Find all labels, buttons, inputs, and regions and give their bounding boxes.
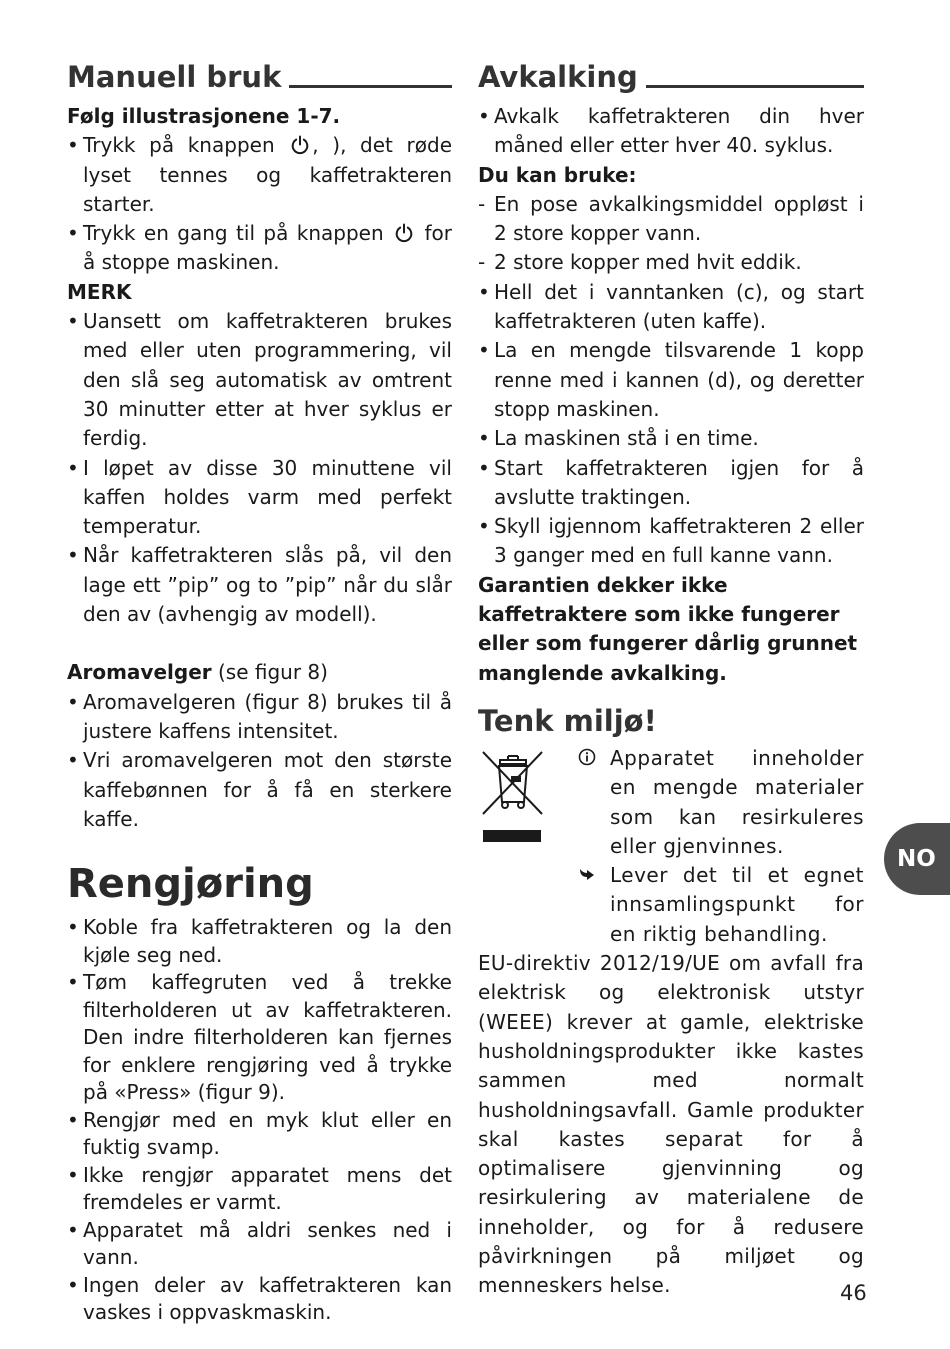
- use-label: Du kan bruke:: [478, 162, 637, 187]
- list-item: • Ingen deler av kaffetrakteren kan vaskes i oppvaskmaskin.: [67, 1272, 452, 1327]
- list-item: • Rengjør med en myk klut eller en fuktig svamp.: [67, 1107, 452, 1162]
- list-item: • Når kaffetrakteren slås på, vil den lage ett ”pip” og to ”pip” når du slår den av (avhengig av modell).: [67, 541, 452, 629]
- descaling-title: Avkalking: [478, 60, 638, 94]
- cleaning-title: Rengjøring: [67, 861, 314, 908]
- list-item: Lever det til et egnet innsamlingspunkt for en riktig behandling.: [578, 861, 864, 949]
- manual-use-header: [67, 58, 452, 96]
- environment-block: [478, 744, 864, 949]
- list-item: • Start kaffetrakteren igjen for å avslutte traktingen.: [478, 454, 864, 513]
- aroma-heading: Aromavelger (se figur 8): [67, 660, 328, 685]
- weee-directive: EU-direktiv 2012/19/UE om avfall fra elektrisk og elektronisk utstyr (WEEE) krever at gamle, elektriske husholdningsprodukter ikke kastes sammen med normalt husholdningsavfall. Gamle produkter skal kastes separat for å optimalisere gjenvinning og resirkulering av materialene de inneholder, og for å redusere påvirkningen på miljøet og menneskers helse.: [478, 951, 864, 1298]
- list-item: - En pose avkalkingsmiddel oppløst i 2 store kopper vann.: [478, 190, 864, 249]
- list-item: • Trykk en gang til på knappen for å stoppe maskinen.: [67, 219, 452, 278]
- power-icon: [394, 223, 414, 243]
- list-item: • Ikke rengjør apparatet mens det fremdeles er varmt.: [67, 1162, 452, 1217]
- note-label: MERK: [67, 279, 132, 304]
- cleaning-list: [67, 914, 452, 1327]
- list-item: • La maskinen stå i en time.: [478, 424, 864, 453]
- list-item: • Koble fra kaffetrakteren og la den kjøle seg ned.: [67, 914, 452, 969]
- list-item: • Avkalk kaffetrakteren din hver måned eller etter hver 40. syklus.: [478, 102, 864, 161]
- list-item: Apparatet inneholder en mengde materialer som kan resirkuleres eller gjenvinnes.: [578, 744, 864, 861]
- title-rule: [646, 85, 864, 88]
- manual-intro: Følg illustrasjonene 1-7.: [67, 104, 341, 128]
- list-item: • Apparatet må aldri senkes ned i vann.: [67, 1217, 452, 1272]
- list-item: • Tøm kaffegruten ved å trekke filterholderen ut av kaffetrakteren. Den indre filterholderen kan fjernes for enklere rengjøring ved å trykke på «Press» (figur 9).: [67, 969, 452, 1107]
- power-icon: [290, 135, 310, 155]
- descaling-options: [478, 190, 864, 278]
- language-badge: NO: [884, 823, 950, 895]
- list-item: • Skyll igjennom kaffetrakteren 2 eller 3 ganger med en full kanne vann.: [478, 512, 864, 571]
- descaling-header: [478, 58, 864, 96]
- info-icon: [578, 744, 610, 861]
- list-item: • Uansett om kaffetrakteren brukes med eller uten programmering, vil den slå seg automatisk av omtrent 30 minutter etter at hver syklus er ferdig.: [67, 307, 452, 453]
- left-column: [67, 58, 452, 1327]
- list-item: - 2 store kopper med hvit eddik.: [478, 248, 864, 277]
- list-item: • Trykk på knappen , ), det røde lyset tennes og kaffetrakteren starter.: [67, 131, 452, 219]
- page-number: 46: [840, 1281, 867, 1305]
- notes-list: [67, 307, 452, 629]
- list-item: • I løpet av disse 30 minuttene vil kaffen holdes varm med perfekt temperatur.: [67, 454, 452, 542]
- aroma-list: [67, 688, 452, 834]
- environment-notes: [578, 744, 864, 949]
- crossed-out-bin-icon: [478, 744, 578, 949]
- environment-title: Tenk miljø!: [478, 703, 657, 738]
- warranty-note: Garantien dekker ikke kaffetraktere som ikke fungerer eller som fungerer dårlig grunnet manglende avkalking.: [478, 572, 858, 685]
- manual-steps: [67, 131, 452, 277]
- list-item: • Vri aromavelgeren mot den største kaffebønnen for å få en sterkere kaffe.: [67, 746, 452, 834]
- right-column: [478, 58, 864, 1301]
- list-item: • La en mengde tilsvarende 1 kopp renne med i kannen (d), og deretter stopp maskinen.: [478, 336, 864, 424]
- list-item: • Hell det i vanntanken (c), og start kaffetrakteren (uten kaffe).: [478, 278, 864, 337]
- arrow-right-icon: [578, 861, 610, 949]
- title-rule: [289, 85, 452, 88]
- descaling-first: [478, 102, 864, 161]
- manual-use-title: Manuell bruk: [67, 60, 282, 94]
- list-item: • Aromavelgeren (figur 8) brukes til å justere kaffens intensitet.: [67, 688, 452, 747]
- descaling-steps: [478, 278, 864, 571]
